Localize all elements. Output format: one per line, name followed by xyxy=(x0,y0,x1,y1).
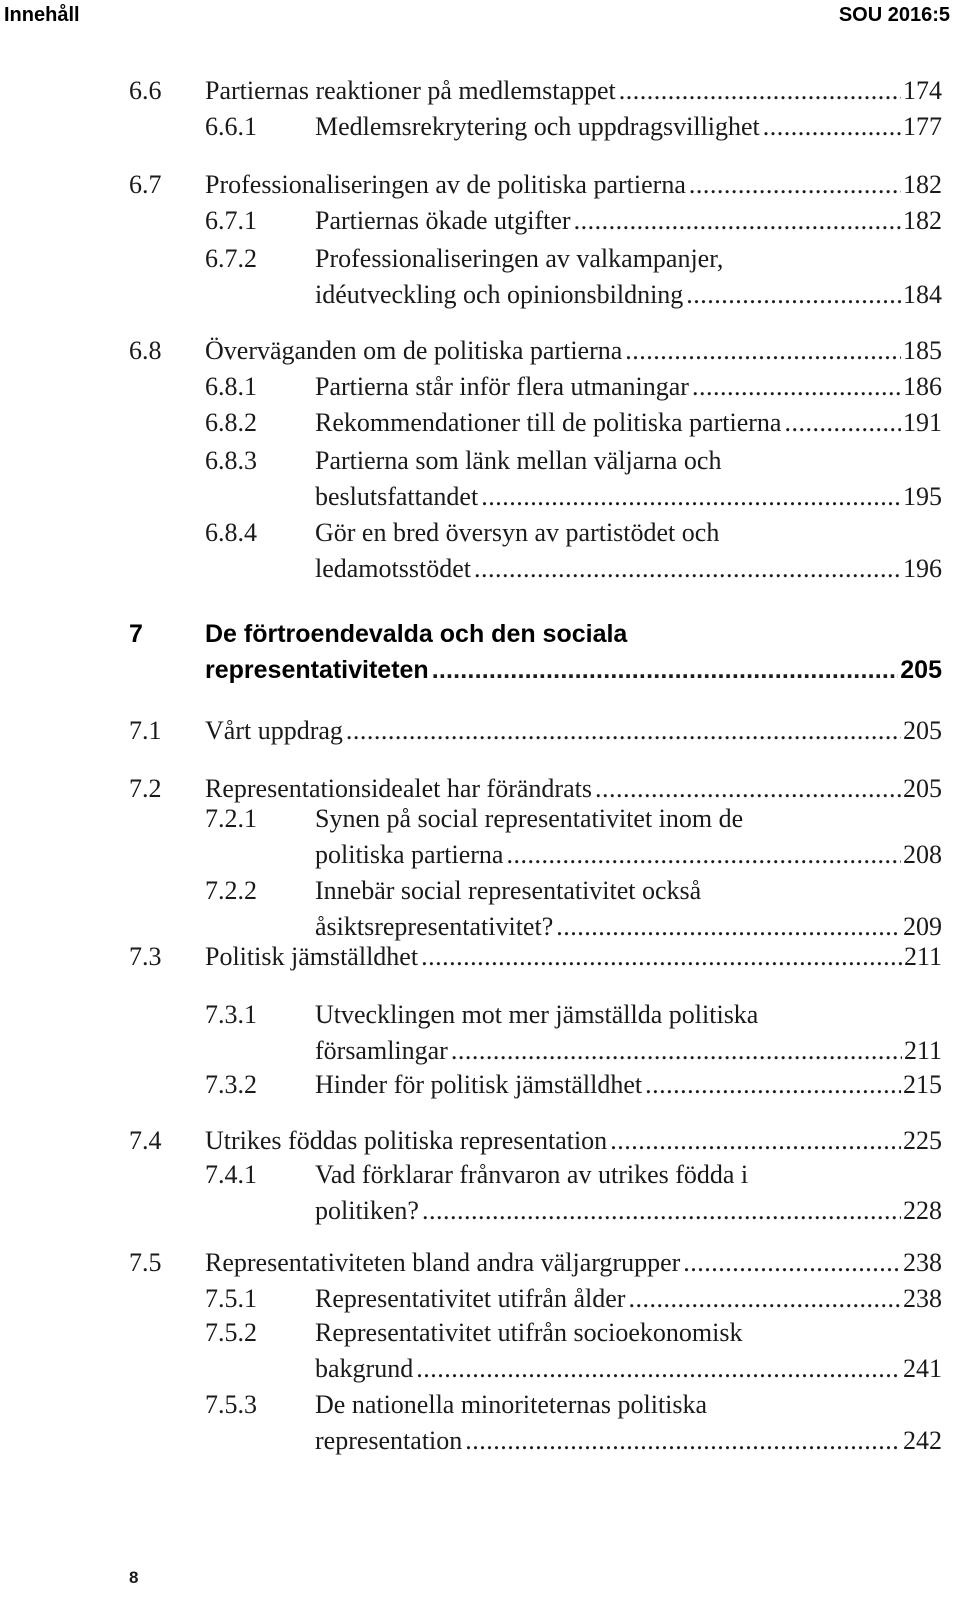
toc-entry-title: representation xyxy=(315,1426,463,1455)
dot-leader xyxy=(421,942,902,972)
toc-entry-page: 196 xyxy=(903,554,942,583)
toc-entry-page: 211 xyxy=(903,1036,942,1065)
toc-entry-page: 184 xyxy=(903,280,942,309)
dot-leader xyxy=(481,482,901,512)
toc-entry-title: Partierna som länk mellan väljarna och xyxy=(315,446,722,475)
toc-entry-number: 7.3.2 xyxy=(205,1070,257,1099)
toc-entry-number: 6.6.1 xyxy=(205,112,257,141)
toc-entry-page: 238 xyxy=(903,1248,942,1277)
toc-entry-title: Partierna står inför flera utmaningar xyxy=(315,372,689,401)
toc-entry-title: församlingar xyxy=(315,1036,448,1065)
toc-entry-page: 209 xyxy=(903,912,942,941)
toc-entry-page: 191 xyxy=(903,408,942,437)
toc-entry-page: 242 xyxy=(903,1426,942,1455)
toc-entry-title: Partiernas reaktioner på medlemstappet xyxy=(205,76,616,105)
toc-entry-number: 7.5 xyxy=(129,1248,162,1277)
toc-entry-page: 215 xyxy=(903,1070,942,1099)
toc-entry-page: 182 xyxy=(903,170,942,199)
dot-leader xyxy=(422,1196,901,1226)
dot-leader xyxy=(474,554,901,584)
toc-entry-title: Medlemsrekrytering och uppdragsvillighet xyxy=(315,112,760,141)
toc-entry-page: 205 xyxy=(903,774,942,803)
dot-leader xyxy=(432,656,899,685)
toc-entry-title: beslutsfattandet xyxy=(315,482,479,511)
toc-entry-title: Professionaliseringen av de politiska partierna xyxy=(205,170,686,199)
dot-leader xyxy=(619,76,901,106)
toc-entry-number: 7.4.1 xyxy=(205,1160,257,1189)
toc-entry-title: Synen på social representativitet inom de xyxy=(315,804,744,833)
toc-entry-number: 7.4 xyxy=(129,1126,162,1155)
toc-entry-page: 177 xyxy=(903,112,942,141)
toc-entry-number: 6.8.4 xyxy=(205,518,257,547)
toc-entry-title: ledamotsstödet xyxy=(315,554,471,583)
toc-entry-page: 182 xyxy=(903,206,942,235)
dot-leader xyxy=(556,912,901,942)
toc-entry-title: Rekommendationer till de politiska partierna xyxy=(315,408,782,437)
dot-leader xyxy=(689,170,901,200)
toc-entry-page: 185 xyxy=(903,336,942,365)
dot-leader xyxy=(574,206,901,236)
toc-entry-number: 6.7.2 xyxy=(205,244,257,273)
toc-entry-page: 174 xyxy=(903,76,942,105)
page-number: 8 xyxy=(129,1568,139,1587)
toc-entry-number: 6.7 xyxy=(129,170,162,199)
toc-entry-title: Professionaliseringen av valkampanjer, xyxy=(315,244,724,273)
toc-entry-title: åsiktsrepresentativitet? xyxy=(315,912,554,941)
toc-entry-number: 7.1 xyxy=(129,716,162,745)
header-document-id: SOU 2016:5 xyxy=(838,4,950,26)
dot-leader xyxy=(506,840,901,870)
toc-entry-number: 7 xyxy=(129,620,143,648)
toc-entry-title: Utvecklingen mot mer jämställda politiska xyxy=(315,1000,759,1029)
toc-entry-page: 228 xyxy=(903,1196,942,1225)
toc-entry-number: 7.3.1 xyxy=(205,1000,257,1029)
dot-leader xyxy=(451,1036,902,1066)
toc-entry-title: representativiteten xyxy=(205,656,429,684)
toc-entry-number: 6.8.1 xyxy=(205,372,257,401)
toc-entry-title: Innebär social representativitet också xyxy=(315,876,702,905)
toc-entry-title: De nationella minoriteternas politiska xyxy=(315,1390,708,1419)
toc-entry-title: Politisk jämställdhet xyxy=(205,942,419,971)
toc-entry-title: politiken? xyxy=(315,1196,419,1225)
dot-leader xyxy=(610,1126,901,1156)
toc-entry-page: 186 xyxy=(903,372,942,401)
toc-entry-page: 241 xyxy=(903,1354,942,1383)
dot-leader xyxy=(595,774,901,804)
toc-entry-number: 7.2.1 xyxy=(205,804,257,833)
dot-leader xyxy=(784,408,901,438)
toc-entry-title: bakgrund xyxy=(315,1354,414,1383)
toc-entry-title: Representationsidealet har förändrats xyxy=(205,774,592,803)
dot-leader xyxy=(465,1426,901,1456)
dot-leader xyxy=(645,1070,901,1100)
toc-entry-number: 7.2 xyxy=(129,774,162,803)
dot-leader xyxy=(763,112,901,142)
toc-entry-number: 7.5.1 xyxy=(205,1284,257,1313)
dot-leader xyxy=(628,1284,901,1314)
toc-entry-number: 6.8 xyxy=(129,336,162,365)
toc-entry-number: 6.8.2 xyxy=(205,408,257,437)
toc-entry-number: 7.5.2 xyxy=(205,1318,257,1347)
toc-entry-title: De förtroendevalda och den sociala xyxy=(205,620,628,648)
toc-entry-number: 7.5.3 xyxy=(205,1390,257,1419)
toc-entry-title: Vårt uppdrag xyxy=(205,716,343,745)
toc-entry-page: 211 xyxy=(903,942,942,971)
toc-entry-title: politiska partierna xyxy=(315,840,504,869)
dot-leader xyxy=(346,716,901,746)
dot-leader xyxy=(686,280,901,310)
toc-entry-title: Representativitet utifrån ålder xyxy=(315,1284,626,1313)
toc-entry-number: 6.7.1 xyxy=(205,206,257,235)
toc-entry-number: 6.6 xyxy=(129,76,162,105)
toc-entry-page: 225 xyxy=(903,1126,942,1155)
toc-entry-page: 205 xyxy=(903,716,942,745)
header-section-title: Innehåll xyxy=(4,4,80,26)
toc-entry-page: 238 xyxy=(903,1284,942,1313)
toc-entry-title: Gör en bred översyn av partistödet och xyxy=(315,518,720,547)
toc-entry-title: Representativitet utifrån socioekonomisk xyxy=(315,1318,743,1347)
toc-entry-title: Utrikes föddas politiska representation xyxy=(205,1126,608,1155)
dot-leader xyxy=(692,372,901,402)
toc-entry-title: idéutveckling och opinionsbildning xyxy=(315,280,684,309)
toc-entry-page: 208 xyxy=(903,840,942,869)
toc-entry-number: 7.3 xyxy=(129,942,162,971)
toc-entry-number: 6.8.3 xyxy=(205,446,257,475)
dot-leader xyxy=(683,1248,901,1278)
dot-leader xyxy=(625,336,901,366)
toc-entry-title: Representativiteten bland andra väljargrupper xyxy=(205,1248,681,1277)
toc-entry-number: 7.2.2 xyxy=(205,876,257,905)
toc-entry-page: 205 xyxy=(900,656,942,684)
toc-entry-title: Vad förklarar frånvaron av utrikes födda i xyxy=(315,1160,749,1189)
toc-entry-title: Överväganden om de politiska partierna xyxy=(205,336,623,365)
dot-leader xyxy=(416,1354,901,1384)
toc-entry-page: 195 xyxy=(903,482,942,511)
toc-entry-title: Hinder för politisk jämställdhet xyxy=(315,1070,643,1099)
toc-entry-title: Partiernas ökade utgifter xyxy=(315,206,571,235)
